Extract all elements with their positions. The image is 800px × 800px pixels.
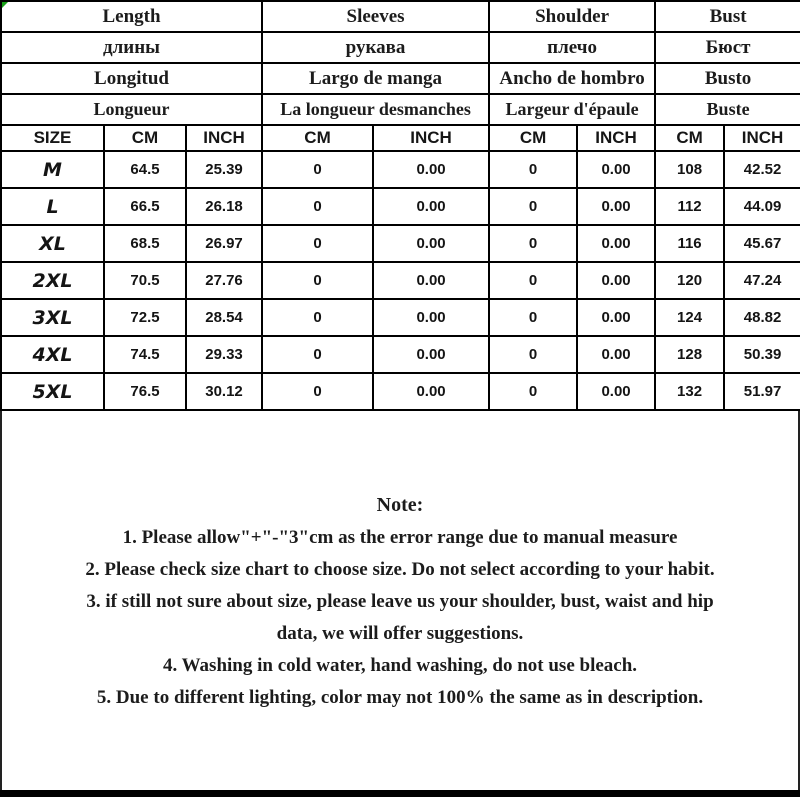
cell-size: 2XL	[1, 262, 104, 299]
note-line-5: 5. Due to different lighting, color may not 100% the same as in description.	[96, 687, 704, 708]
cell-length-inch: 27.76	[186, 262, 262, 299]
cell-bust-cm: 112	[655, 188, 724, 225]
table-row-3xl	[1, 299, 800, 336]
cell-length-inch: 29.33	[186, 336, 262, 373]
cell-sleeves-inch: 0.00	[373, 336, 489, 373]
cell-shoulder-cm: 0	[489, 373, 577, 410]
cell-sleeves-inch: 0.00	[373, 299, 489, 336]
header-bust-en: Bust	[655, 1, 800, 32]
cell-sleeves-cm: 0	[262, 225, 373, 262]
cell-bust-inch: 42.52	[724, 151, 800, 188]
col-header-length-inch: INCH	[186, 125, 262, 151]
cell-size: 5XL	[1, 373, 104, 410]
cell-size: M	[1, 151, 104, 188]
cell-shoulder-inch: 0.00	[577, 373, 655, 410]
col-header-shoulder-inch: INCH	[577, 125, 655, 151]
cell-length-cm: 74.5	[104, 336, 186, 373]
cell-bust-inch: 45.67	[724, 225, 800, 262]
cell-shoulder-inch: 0.00	[577, 299, 655, 336]
header-row-ru	[1, 32, 800, 63]
cell-sleeves-cm: 0	[262, 188, 373, 225]
col-header-size: SIZE	[1, 125, 104, 151]
note-line-3-cont: data, we will offer suggestions.	[276, 623, 524, 644]
cell-bust-inch: 47.24	[724, 262, 800, 299]
col-header-bust-cm: CM	[655, 125, 724, 151]
header-shoulder-es: Ancho de hombro	[489, 63, 655, 94]
col-header-shoulder-cm: CM	[489, 125, 577, 151]
unit-header-row	[1, 125, 800, 151]
header-bust-es: Busto	[655, 63, 800, 94]
cell-shoulder-cm: 0	[489, 225, 577, 262]
cell-shoulder-inch: 0.00	[577, 336, 655, 373]
header-length-ru: длины	[1, 32, 262, 63]
cell-shoulder-inch: 0.00	[577, 262, 655, 299]
cell-length-cm: 66.5	[104, 188, 186, 225]
cell-bust-cm: 120	[655, 262, 724, 299]
cell-sleeves-inch: 0.00	[373, 188, 489, 225]
header-length-fr: Longueur	[1, 94, 262, 125]
cell-shoulder-inch: 0.00	[577, 151, 655, 188]
cell-length-inch: 26.97	[186, 225, 262, 262]
header-shoulder-ru: плечо	[489, 32, 655, 63]
cell-sleeves-cm: 0	[262, 262, 373, 299]
table-row-4xl	[1, 336, 800, 373]
cell-length-inch: 28.54	[186, 299, 262, 336]
cell-bust-cm: 124	[655, 299, 724, 336]
header-shoulder-fr: Largeur d'épaule	[489, 94, 655, 125]
table-row-5xl	[1, 373, 800, 410]
cell-length-cm: 64.5	[104, 151, 186, 188]
header-row-en	[1, 1, 800, 32]
cell-length-inch: 25.39	[186, 151, 262, 188]
cell-shoulder-cm: 0	[489, 299, 577, 336]
header-shoulder-en: Shoulder	[489, 1, 655, 32]
cell-bust-cm: 108	[655, 151, 724, 188]
cell-shoulder-cm: 0	[489, 151, 577, 188]
note-line-2: 2. Please check size chart to choose size. Do not select according to your habit.	[85, 559, 715, 580]
cell-bust-inch: 50.39	[724, 336, 800, 373]
cell-shoulder-cm: 0	[489, 336, 577, 373]
header-bust-fr: Buste	[655, 94, 800, 125]
header-sleeves-es: Largo de manga	[262, 63, 489, 94]
cell-bust-inch: 48.82	[724, 299, 800, 336]
col-header-sleeves-inch: INCH	[373, 125, 489, 151]
cell-sleeves-inch: 0.00	[373, 262, 489, 299]
cell-sleeves-cm: 0	[262, 336, 373, 373]
header-row-fr	[1, 94, 800, 125]
header-length-es: Longitud	[1, 63, 262, 94]
col-header-sleeves-cm: CM	[262, 125, 373, 151]
header-bust-ru: Бюст	[655, 32, 800, 63]
cell-bust-inch: 51.97	[724, 373, 800, 410]
cell-size: L	[1, 188, 104, 225]
cell-sleeves-inch: 0.00	[373, 225, 489, 262]
note-title: Note:	[376, 494, 424, 516]
cell-size: 4XL	[1, 336, 104, 373]
note-block	[2, 411, 798, 714]
header-sleeves-ru: рукава	[262, 32, 489, 63]
cell-size: 3XL	[1, 299, 104, 336]
cell-length-inch: 30.12	[186, 373, 262, 410]
cell-length-cm: 72.5	[104, 299, 186, 336]
note-line-4: 4. Washing in cold water, hand washing, do not use bleach.	[162, 655, 638, 676]
header-sleeves-fr: La longueur desmanches	[262, 94, 489, 125]
header-length-en: Length	[1, 1, 262, 32]
cell-bust-cm: 116	[655, 225, 724, 262]
cell-sleeves-inch: 0.00	[373, 373, 489, 410]
cell-length-cm: 70.5	[104, 262, 186, 299]
note-section	[0, 411, 800, 790]
cell-sleeves-cm: 0	[262, 299, 373, 336]
table-row-xl	[1, 225, 800, 262]
table-row-l	[1, 188, 800, 225]
cell-shoulder-cm: 0	[489, 188, 577, 225]
cell-bust-cm: 132	[655, 373, 724, 410]
col-header-length-cm: CM	[104, 125, 186, 151]
excel-corner-marker-icon	[2, 2, 8, 8]
cell-shoulder-cm: 0	[489, 262, 577, 299]
cell-length-inch: 26.18	[186, 188, 262, 225]
col-header-bust-inch: INCH	[724, 125, 800, 151]
cell-sleeves-cm: 0	[262, 373, 373, 410]
cell-shoulder-inch: 0.00	[577, 188, 655, 225]
cell-length-cm: 76.5	[104, 373, 186, 410]
table-row-m	[1, 151, 800, 188]
note-line-3: 3. if still not sure about size, please leave us your shoulder, bust, waist and hip	[86, 591, 714, 612]
header-sleeves-en: Sleeves	[262, 1, 489, 32]
cell-bust-inch: 44.09	[724, 188, 800, 225]
cell-length-cm: 68.5	[104, 225, 186, 262]
cell-sleeves-cm: 0	[262, 151, 373, 188]
cell-bust-cm: 128	[655, 336, 724, 373]
cell-shoulder-inch: 0.00	[577, 225, 655, 262]
note-line-1: 1. Please allow"+"-"3"cm as the error range due to manual measure	[122, 527, 678, 548]
cell-sleeves-inch: 0.00	[373, 151, 489, 188]
cell-size: XL	[1, 225, 104, 262]
header-row-es	[1, 63, 800, 94]
bottom-border-bar	[0, 790, 800, 797]
table-row-2xl	[1, 262, 800, 299]
